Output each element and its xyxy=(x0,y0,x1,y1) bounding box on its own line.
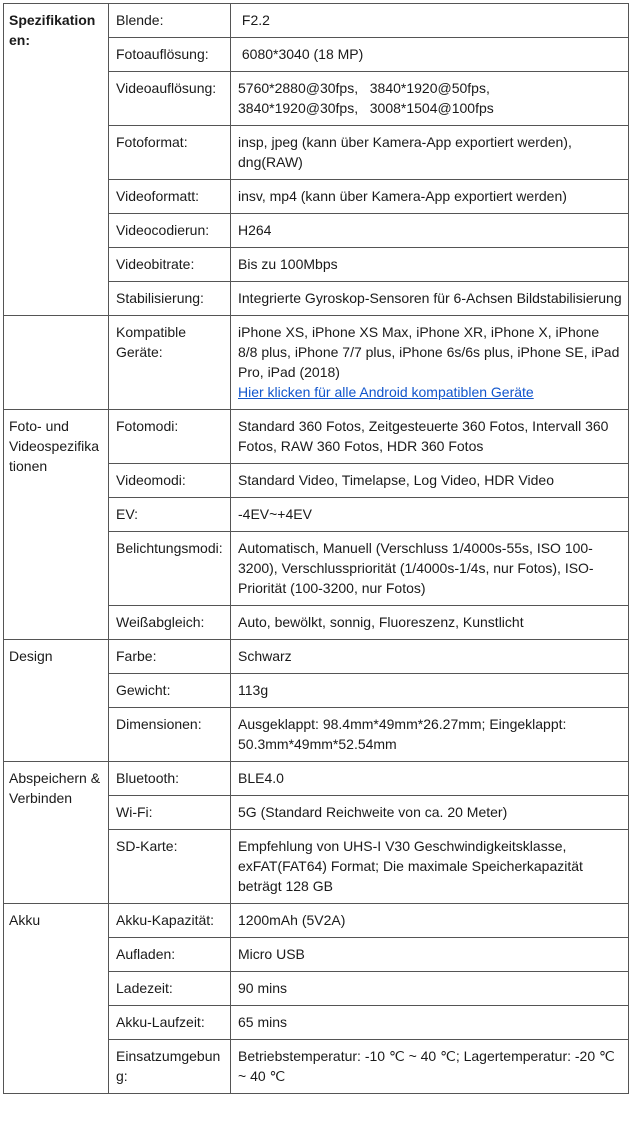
row-label: EV: xyxy=(109,498,231,532)
row-value: Schwarz xyxy=(231,640,629,674)
section-title-empty xyxy=(4,316,109,410)
spec-table xyxy=(3,3,629,1094)
row-label: Belichtungsmodi: xyxy=(109,532,231,606)
spec-row-battery-capacity xyxy=(4,904,629,938)
row-value: BLE4.0 xyxy=(231,762,629,796)
spec-row-aperture xyxy=(4,4,629,38)
row-label: Videoauflösung: xyxy=(109,72,231,126)
section-title-photo-video: Foto- und Videospezifikationen xyxy=(4,410,109,640)
row-label: Wi-Fi: xyxy=(109,796,231,830)
row-label: Dimensionen: xyxy=(109,708,231,762)
row-label: Videocodierun: xyxy=(109,214,231,248)
row-value xyxy=(231,316,629,410)
row-value-line: 5760*2880@30fps, 3840*1920@50fps, xyxy=(238,80,490,96)
row-label: SD-Karte: xyxy=(109,830,231,904)
row-value: Bis zu 100Mbps xyxy=(231,248,629,282)
row-value: F2.2 xyxy=(231,4,629,38)
row-label: Videobitrate: xyxy=(109,248,231,282)
row-value: Micro USB xyxy=(231,938,629,972)
row-value: Betriebstemperatur: -10 ℃ ~ 40 ℃; Lagertemperatur: -20 ℃ ~ 40 ℃ xyxy=(231,1040,629,1094)
row-value: 113g xyxy=(231,674,629,708)
row-value: -4EV~+4EV xyxy=(231,498,629,532)
android-compatible-link[interactable]: Hier klicken für alle Android kompatiblen Geräte xyxy=(238,384,534,400)
section-title-specs: Spezifikationen: xyxy=(4,4,109,316)
row-label: Einsatzumgebung: xyxy=(109,1040,231,1094)
row-label: Stabilisierung: xyxy=(109,282,231,316)
row-label: Weißabgleich: xyxy=(109,606,231,640)
row-value: 5G (Standard Reichweite von ca. 20 Meter) xyxy=(231,796,629,830)
row-label: Videomodi: xyxy=(109,464,231,498)
row-label: Fotoformat: xyxy=(109,126,231,180)
row-value: Automatisch, Manuell (Verschluss 1/4000s-55s, ISO 100-3200), Verschlusspriorität (1/4000s-1/4s, nur Fotos), ISO-Priorität (100-3200, nur Fotos) xyxy=(231,532,629,606)
row-value: Empfehlung von UHS-I V30 Geschwindigkeitsklasse, exFAT(FAT64) Format; Die maximale Speicherkapazität beträgt 128 GB xyxy=(231,830,629,904)
row-label: Farbe: xyxy=(109,640,231,674)
section-title-storage-connect: Abspeichern & Verbinden xyxy=(4,762,109,904)
row-value-line: 3840*1920@30fps, 3008*1504@100fps xyxy=(238,100,494,116)
row-value: 6080*3040 (18 MP) xyxy=(231,38,629,72)
row-value: Standard Video, Timelapse, Log Video, HDR Video xyxy=(231,464,629,498)
row-value: insv, mp4 (kann über Kamera-App exportiert werden) xyxy=(231,180,629,214)
row-label: Aufladen: xyxy=(109,938,231,972)
row-value: Standard 360 Fotos, Zeitgesteuerte 360 Fotos, Intervall 360 Fotos, RAW 360 Fotos, HDR 360 Fotos xyxy=(231,410,629,464)
spec-row-compatible-devices xyxy=(4,316,629,410)
spec-row-color xyxy=(4,640,629,674)
row-label: Akku-Kapazität: xyxy=(109,904,231,938)
spec-row-photo-modes xyxy=(4,410,629,464)
row-value: Auto, bewölkt, sonnig, Fluoreszenz, Kunstlicht xyxy=(231,606,629,640)
row-label: Akku-Laufzeit: xyxy=(109,1006,231,1040)
row-value: 65 mins xyxy=(231,1006,629,1040)
row-value: insp, jpeg (kann über Kamera-App exportiert werden), dng(RAW) xyxy=(231,126,629,180)
row-label: Fotomodi: xyxy=(109,410,231,464)
row-value: Ausgeklappt: 98.4mm*49mm*26.27mm; Eingeklappt: 50.3mm*49mm*52.54mm xyxy=(231,708,629,762)
row-value: 1200mAh (5V2A) xyxy=(231,904,629,938)
row-value: Integrierte Gyroskop-Sensoren für 6-Achsen Bildstabilisierung xyxy=(231,282,629,316)
row-value: 90 mins xyxy=(231,972,629,1006)
row-label: Gewicht: xyxy=(109,674,231,708)
row-label: Ladezeit: xyxy=(109,972,231,1006)
row-label: Blende: xyxy=(109,4,231,38)
row-label: Kompatible Geräte: xyxy=(109,316,231,410)
section-title-battery: Akku xyxy=(4,904,109,1094)
row-value-text: iPhone XS, iPhone XS Max, iPhone XR, iPhone X, iPhone 8/8 plus, iPhone 7/7 plus, iPhone 6s/6s plus, iPhone SE, iPad Pro, iPad (2018) xyxy=(238,324,620,380)
row-label: Bluetooth: xyxy=(109,762,231,796)
row-value: H264 xyxy=(231,214,629,248)
row-value xyxy=(231,72,629,126)
row-label: Videoformatt: xyxy=(109,180,231,214)
spec-row-bluetooth xyxy=(4,762,629,796)
row-label: Fotoauflösung: xyxy=(109,38,231,72)
section-title-design: Design xyxy=(4,640,109,762)
